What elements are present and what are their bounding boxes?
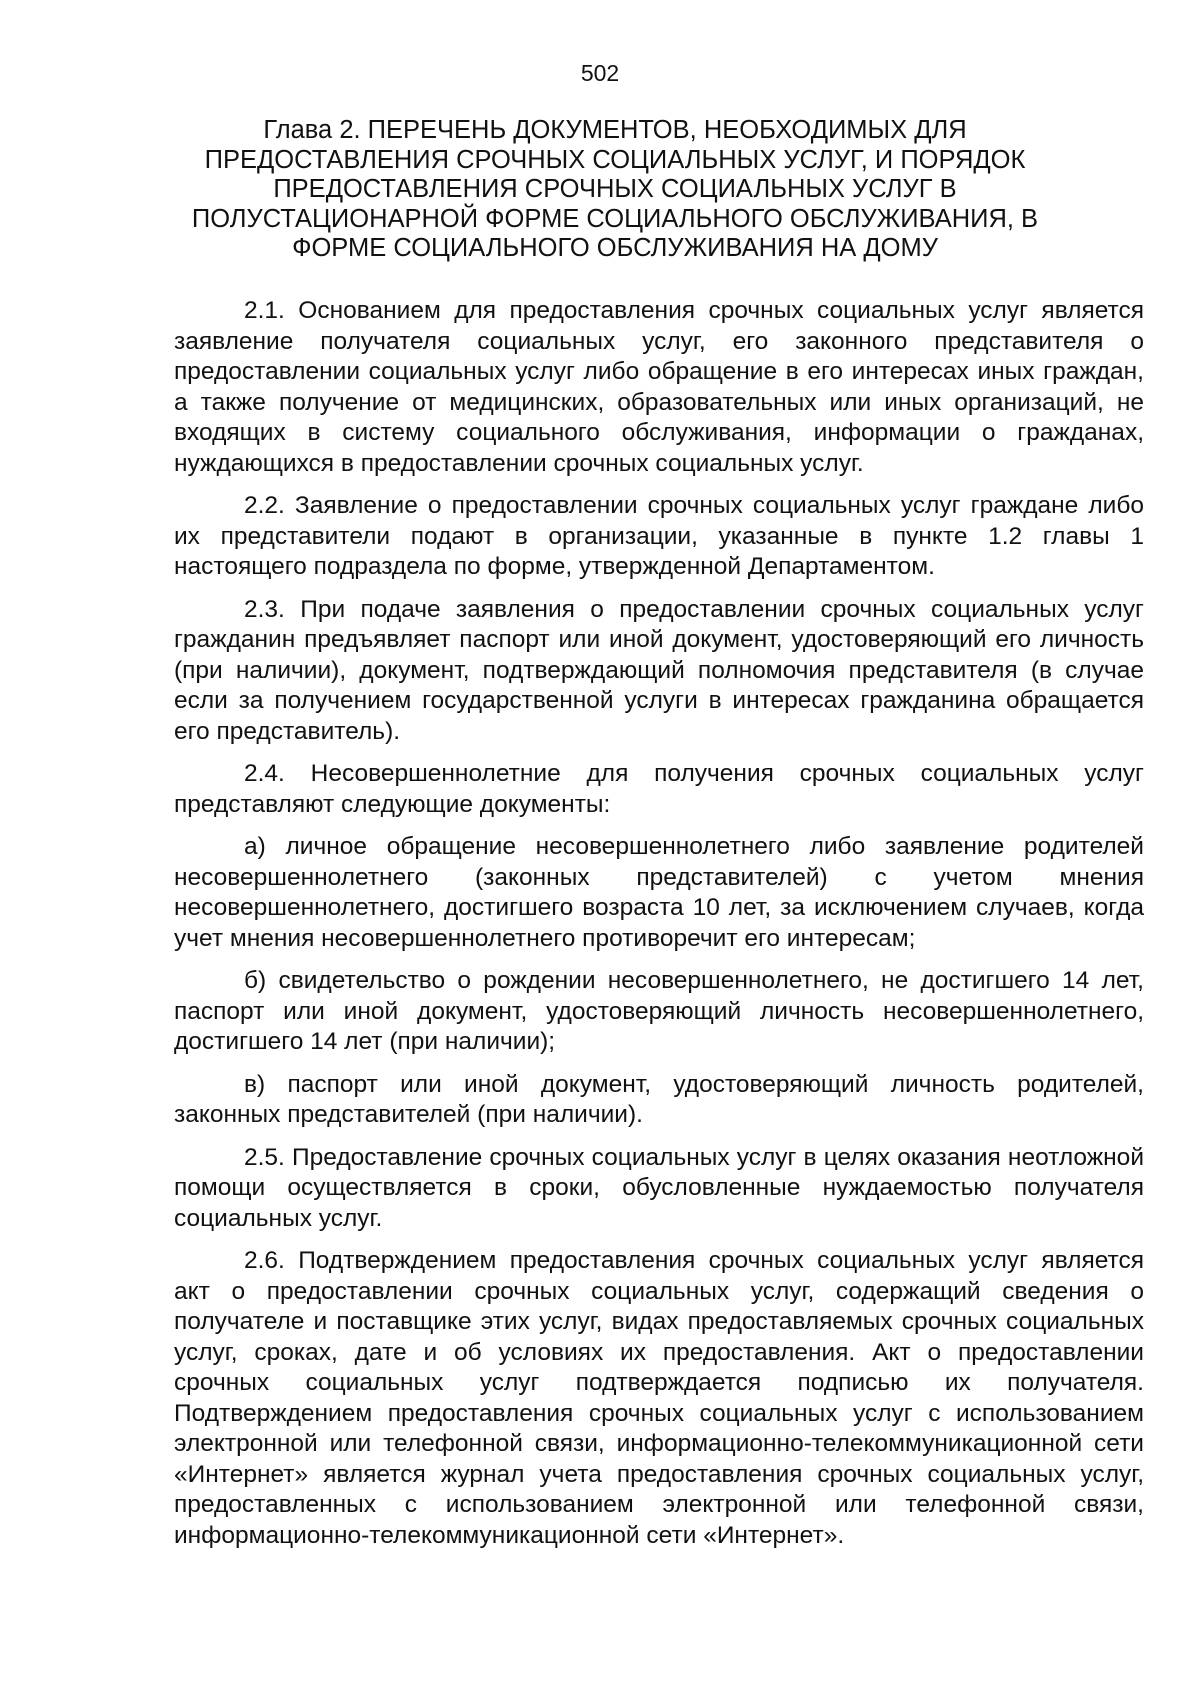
paragraph-2-2: 2.2. Заявление о предоставлении срочных социальных услуг граждане либо их представители подают в организации, указанные в пункте 1.2 главы 1 настоящего подраздела по форме, утвержденной Департаментом. (174, 492, 1144, 580)
paragraph-2-1: 2.1. Основанием для предоставления срочных социальных услуг является заявление получателя социальных услуг, его законного представителя о предоставлении социальных услуг либо обращение в его интересах иных граждан, а также получение от медицинских, образовательных или иных организаций, не входящих в систему социального обслуживания, информации о гражданах, нуждающихся в предоставлении срочных социальных услуг. (174, 297, 1144, 477)
paragraph-2-4-a: а) личное обращение несовершеннолетнего либо заявление родителей несовершеннолетнего (законных представителей) с учетом мнения несовершеннолетнего, достигшего возраста 10 лет, за исключением случаев, когда учет мнения несовершеннолетнего противоречит его интересам; (174, 833, 1144, 952)
paragraph-2-4: 2.4. Несовершеннолетние для получения срочных социальных услуг представляют следующие документы: (174, 760, 1144, 818)
page-number: 502 (580, 60, 620, 86)
paragraph-2-4-c: в) паспорт или иной документ, удостоверяющий личность родителей, законных представителей (при наличии). (174, 1070, 1144, 1128)
paragraph-2-4-b: б) свидетельство о рождении несовершеннолетнего, не достигшего 14 лет, паспорт или иной документ, удостоверяющий личность несовершеннолетнего, достигшего 14 лет (при наличии); (174, 967, 1144, 1055)
paragraph-2-6: 2.6. Подтверждением предоставления срочных социальных услуг является акт о предоставлении срочных социальных услуг, содержащий сведения о получателе и поставщике этих услуг, видах предоставляемых срочных социальных услуг, сроках, дате и об условиях их предоставления. Акт о предоставлении срочных социальных услуг подтверждается подписью их получателя. Подтверждением предоставления срочных социальных услуг с использованием электронной или телефонной связи, информационно-телекоммуникационной сети «Интернет» является журнал учета предоставления срочных социальных услуг, предоставленных с использованием электронной или телефонной связи, информационно-телекоммуникационной сети «Интернет». (174, 1247, 1144, 1549)
paragraph-2-5: 2.5. Предоставление срочных социальных услуг в целях оказания неотложной помощи осуществляется в сроки, обусловленные нуждаемостью получателя социальных услуг. (174, 1143, 1144, 1232)
document-body (174, 296, 1144, 1563)
paragraph-2-3: 2.3. При подаче заявления о предоставлении срочных социальных услуг гражданин предъявляет паспорт или иной документ, удостоверяющий его личность (при наличии), документ, подтверждающий полномочия представителя (в случае если за получением государственной услуги в интересах гражданина обращается его представитель). (174, 595, 1144, 745)
chapter-title: Глава 2. ПЕРЕЧЕНЬ ДОКУМЕНТОВ, НЕОБХОДИМЫХ ДЛЯ ПРЕДОСТАВЛЕНИЯ СРОЧНЫХ СОЦИАЛЬНЫХ УСЛУГ, И ПОРЯДОК ПРЕДОСТАВЛЕНИЯ СРОЧНЫХ СОЦИАЛЬНЫХ УСЛУГ В ПОЛУСТАЦИОНАРНОЙ ФОРМЕ СОЦИАЛЬНОГО ОБСЛУЖИВАНИЯ, В ФОРМЕ СОЦИАЛЬНОГО ОБСЛУЖИВАНИЯ НА ДОМУ (191, 116, 1039, 262)
